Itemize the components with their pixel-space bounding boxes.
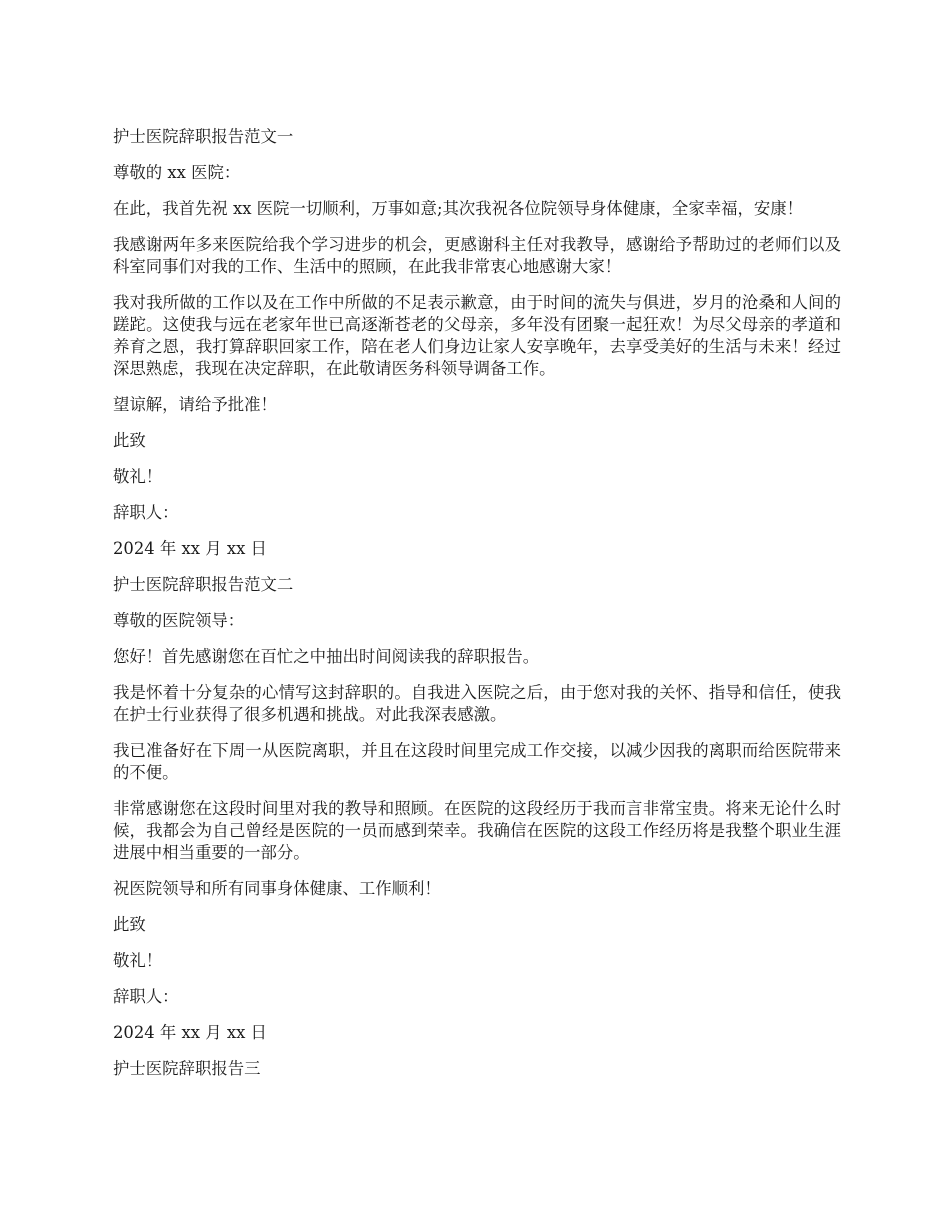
signature-line: 辞职人： xyxy=(113,987,179,1006)
body-paragraph: 您好！首先感谢您在百忙之中抽出时间阅读我的辞职报告。 xyxy=(113,647,540,666)
closing-line: 此致 xyxy=(113,915,146,934)
closing-line: 此致 xyxy=(113,431,146,450)
salutation-1: 尊敬的 xx 医院： xyxy=(113,163,241,182)
section-heading-2: 护士医院辞职报告范文二 xyxy=(113,575,294,594)
date-line: 2024 年 xx 月 xx 日 xyxy=(113,539,267,558)
body-paragraph: 我是怀着十分复杂的心情写这封辞职的。自我进入医院之后，由于您对我的关怀、指导和信任，使我在护士行业获得了很多机遇和挑战。对此我深表感激。 xyxy=(113,683,841,724)
signature-line: 辞职人： xyxy=(113,503,179,522)
body-paragraph: 我已准备好在下周一从医院离职，并且在这段时间里完成工作交接，以减少因我的离职而给医院带来的不便。 xyxy=(113,741,841,782)
document-page xyxy=(113,126,841,1094)
date-line: 2024 年 xx 月 xx 日 xyxy=(113,1023,267,1042)
section-heading-3: 护士医院辞职报告三 xyxy=(113,1059,261,1078)
salutation-2: 尊敬的医院领导： xyxy=(113,611,245,630)
body-paragraph: 非常感谢您在这段时间里对我的教导和照顾。在医院的这段经历于我而言非常宝贵。将来无论什么时候，我都会为自己曾经是医院的一员而感到荣幸。我确信在医院的这段工作经历将是我整个职业生涯进展中相当重要的一部分。 xyxy=(113,799,841,862)
body-paragraph: 祝医院领导和所有同事身体健康、工作顺利！ xyxy=(113,879,441,898)
body-paragraph: 我感谢两年多来医院给我个学习进步的机会，更感谢科主任对我教导，感谢给予帮助过的老师们以及科室同事们对我的工作、生活中的照顾，在此我非常衷心地感谢大家！ xyxy=(113,235,841,276)
closing-line: 敬礼！ xyxy=(113,467,163,486)
body-paragraph: 我对我所做的工作以及在工作中所做的不足表示歉意，由于时间的流失与俱进，岁月的沧桑和人间的蹉跎。这使我与远在老家年世已高逐渐苍老的父母亲，多年没有团聚一起狂欢！为尽父母亲的孝道和养育之恩，我打算辞职回家工作，陪在老人们身边让家人安享晚年，去享受美好的生活与未来！经过深思熟虑，我现在决定辞职，在此敬请医务科领导调备工作。 xyxy=(113,293,841,378)
section-heading-1: 护士医院辞职报告范文一 xyxy=(113,127,294,146)
closing-line: 敬礼！ xyxy=(113,951,163,970)
body-paragraph: 在此，我首先祝 xx 医院一切顺利，万事如意;其次我祝各位院领导身体健康，全家幸福，安康！ xyxy=(113,199,804,218)
body-paragraph: 望谅解，请给予批准！ xyxy=(113,395,277,414)
